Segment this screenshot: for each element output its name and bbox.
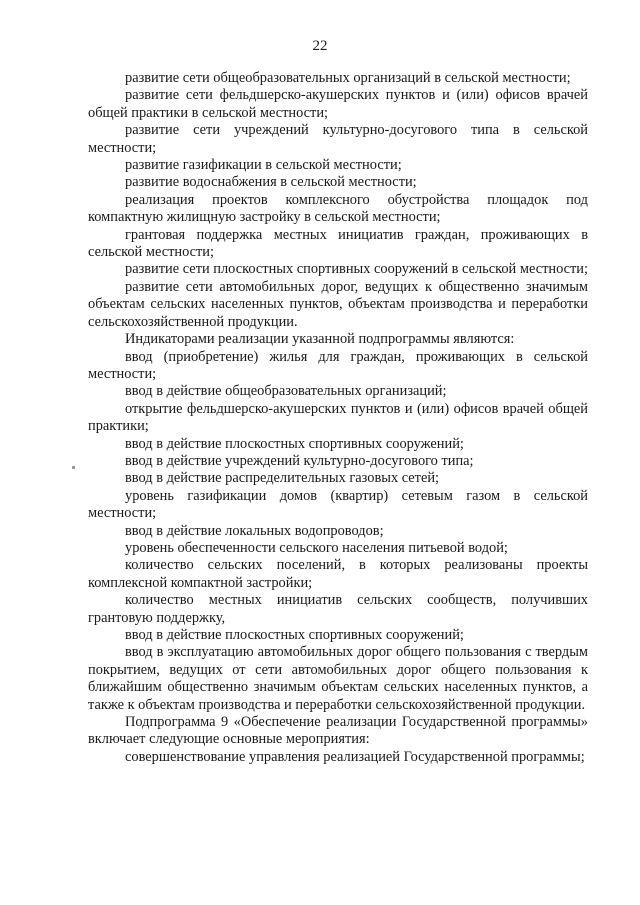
paragraph: развитие сети учреждений культурно-досугового типа в сельской местности; (88, 122, 588, 156)
paragraph: развитие сети фельдшерско-акушерских пунктов и (или) офисов врачей общей практики в сельской местности; (88, 87, 588, 121)
paragraph: развитие сети общеобразовательных организаций в сельской местности; (125, 70, 571, 86)
paragraph: уровень обеспеченности сельского населения питьевой водой; (125, 539, 508, 556)
paragraph: ввод в действие учреждений культурно-досугового типа; (125, 452, 474, 469)
paragraph: совершенствование управления реализацией Государственной программы; (125, 748, 585, 765)
paragraph: развитие сети автомобильных дорог, ведущих к общественно значимым объектам сельских населенных пунктов, объектам производства и переработки сельскохозяйственной продукции. (88, 278, 588, 330)
paragraph: грантовая поддержка местных инициатив граждан, проживающих в сельской местности; (88, 226, 588, 261)
paragraph: Индикаторами реализации указанной подпрограммы являются: (125, 331, 515, 348)
page-number: 22 (312, 38, 328, 54)
paragraph: количество местных инициатив сельских сообществ, получивших грантовую поддержку, (88, 592, 588, 626)
paragraph: развитие сети плоскостных спортивных сооружений в сельской местности; (125, 261, 589, 278)
paragraph: ввод в действие распределительных газовых сетей; (125, 470, 440, 487)
paragraph: развитие водоснабжения в сельской местности; (125, 174, 417, 191)
paragraph: уровень газификации домов (квартир) сетевым газом в сельской местности; (88, 487, 588, 522)
paragraph: количество сельских поселений, в которых реализованы проекты комплексной компактной застройки; (88, 557, 588, 591)
paragraph: Подпрограмма 9 «Обеспечение реализации Государственной программы» включает следующие основные мероприятия: (88, 714, 588, 748)
paragraph: развитие газификации в сельской местности; (125, 157, 402, 174)
paragraph: открытие фельдшерско-акушерских пунктов и (или) офисов врачей общей практики; (88, 400, 588, 435)
scan-mark (72, 466, 75, 469)
paragraph: ввод в действие локальных водопроводов; (125, 522, 384, 539)
paragraph: ввод в действие плоскостных спортивных сооружений; (125, 627, 464, 643)
paragraph: реализация проектов комплексного обустройства площадок под компактную жилищную застройку в сельской местности; (88, 191, 588, 226)
paragraph: ввод в эксплуатацию автомобильных дорог общего пользования с твердым покрытием, ведущих от сети автомобильных дорог общего пользования к ближайшим общественно значимым объектам сельских населенных пунктов, а также к объектам производства и переработки сельскохозяйственной продукции. (88, 644, 588, 713)
document-body (88, 70, 588, 766)
paragraph: ввод (приобретение) жилья для граждан, проживающих в сельской местности; (88, 348, 588, 382)
paragraph: ввод в действие плоскостных спортивных сооружений; (125, 435, 464, 452)
paragraph: ввод в действие общеобразовательных организаций; (125, 383, 447, 400)
